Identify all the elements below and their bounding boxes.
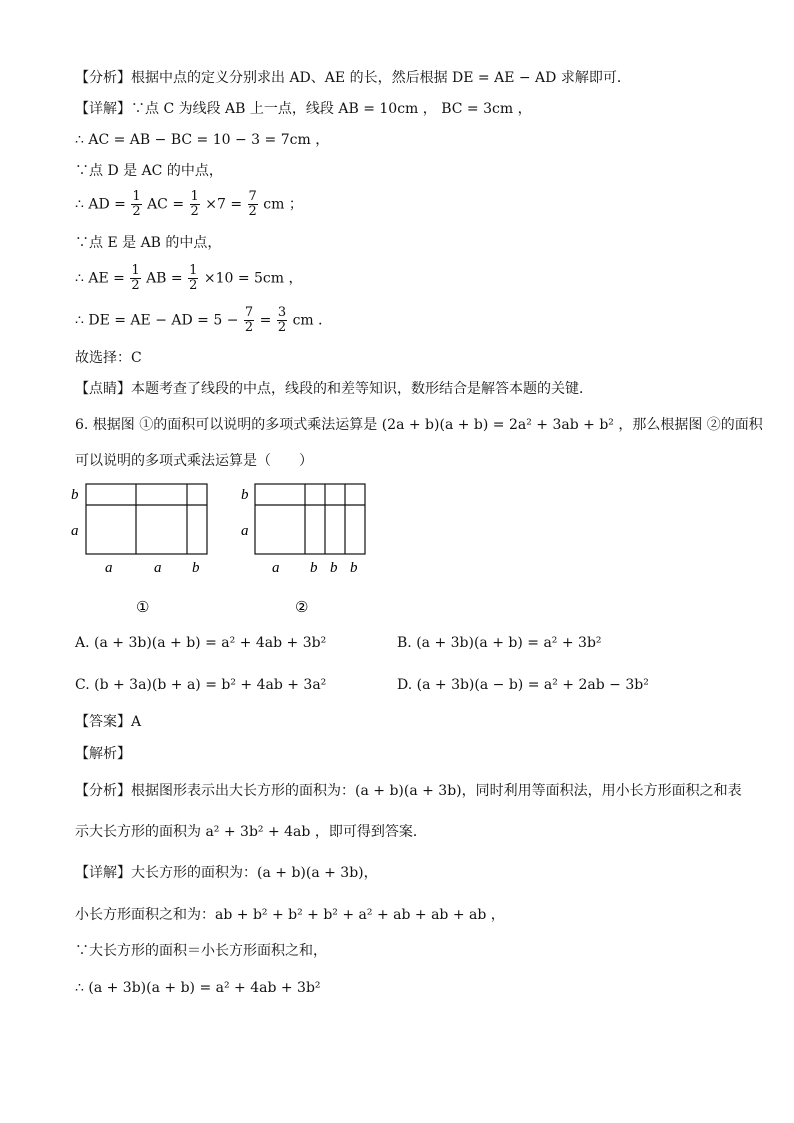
question-line-1: 6. 根据图 ①的面积可以说明的多项式乘法运算是 (2a + b)(a + b) = 2a² + 3ab + b² ，那么根据图 ②的面积 [75, 417, 763, 433]
fig1-label-b-side: b [71, 487, 79, 503]
detail-line-2: ∴ AC = AB − BC = 10 − 3 = 7cm ， [75, 132, 330, 148]
option-b: B. (a + 3b)(a + b) = a² + 3b² [397, 635, 602, 651]
question-line-2: 可以说明的多项式乘法运算是（ ） [75, 453, 313, 469]
de-eq-part-3: cm ． [292, 312, 333, 329]
ae-equation [75, 264, 303, 293]
solution-detail-3: ∵大长方形的面积＝小长方形面积之和， [75, 943, 327, 959]
fraction-half: $\frac{1}{2}$ [190, 189, 199, 219]
fraction-half: $\frac{1}{2}$ [132, 189, 141, 219]
fig2-label-b2: b [330, 560, 338, 576]
detail-line-3: ∵点 D 是 AC 的中点， [75, 163, 223, 179]
answer-line: 【答案】A [75, 714, 142, 730]
option-c: C. (b + 3a)(b + a) = b² + 4ab + 3a² [75, 677, 327, 693]
ad-eq-part-2: AC = [147, 196, 185, 213]
fig2-outer-rect [255, 484, 365, 554]
detail-line-1: 【详解】∵点 C 为线段 AB 上一点，线段 AB = 10cm ， BC = 3cm ， [75, 101, 532, 117]
solution-detail-1: 【详解】大长方形的面积为：(a + b)(a + 3b)， [75, 865, 378, 881]
solution-analysis-2: 示大长方形的面积为 a² + 3b² + 4ab ，即可得到答案． [75, 824, 427, 840]
ae-eq-part-3: ×10 = 5cm ， [203, 270, 303, 287]
fraction-seven-halves: $\frac{7}{2}$ [244, 305, 254, 335]
fig2-label-a: a [272, 560, 280, 576]
ae-eq-part-2: AB = [146, 270, 183, 287]
comment-line: 【点睛】本题考查了线段的中点，线段的和差等知识，数形结合是解答本题的关键． [75, 381, 593, 397]
ad-equation [75, 190, 303, 219]
fig2-label-b-side: b [241, 487, 249, 503]
figure-1 [65, 478, 225, 618]
ad-eq-part-4: cm ； [263, 196, 303, 213]
de-equation [75, 306, 332, 335]
fraction-three-halves: $\frac{3}{2}$ [277, 305, 287, 335]
analysis-line: 【分析】根据中点的定义分别求出 AD、AE 的长，然后根据 DE = AE − AD 求解即可． [75, 70, 631, 86]
fig2-label-a-side: a [241, 523, 249, 539]
choice-line: 故选择：C [75, 350, 142, 366]
fraction-half: $\frac{1}{2}$ [189, 263, 198, 293]
detail-line-4: ∵点 E 是 AB 的中点， [75, 235, 222, 251]
fig1-outer-rect [86, 484, 207, 554]
option-d: D. (a + 3b)(a − b) = a² + 2ab − 3b² [397, 677, 649, 693]
fig2-label-b3: b [350, 560, 358, 576]
figure-2 [235, 478, 375, 618]
ae-eq-part-1: ∴ AE = [75, 270, 125, 287]
fig1-label-a1: a [105, 560, 113, 576]
solution-detail-4: ∴ (a + 3b)(a + b) = a² + 4ab + 3b² [75, 980, 321, 996]
de-eq-part-2: = [259, 312, 272, 329]
solution-heading: 【解析】 [75, 746, 131, 762]
fraction-half: $\frac{1}{2}$ [131, 263, 140, 293]
fig1-label-a-side: a [71, 523, 79, 539]
fig1-label-a2: a [154, 560, 162, 576]
de-eq-part-1: ∴ DE = AE − AD = 5 − [75, 312, 239, 329]
solution-analysis-1: 【分析】根据图形表示出大长方形的面积为：(a + b)(a + 3b)，同时利用等面积法，用小长方形面积之和表 [75, 783, 742, 799]
fraction-seven-halves: $\frac{7}{2}$ [248, 189, 257, 219]
solution-detail-2: 小长方形面积之和为：ab + b² + b² + b² + a² + ab + ab + ab ， [75, 907, 505, 923]
option-a: A. (a + 3b)(a + b) = a² + 4ab + 3b² [75, 635, 327, 651]
ad-eq-part-1: ∴ AD = [75, 196, 126, 213]
fig1-label-b: b [192, 560, 200, 576]
ad-eq-part-3: ×7 = [205, 196, 243, 213]
fig1-caption: ① [136, 600, 150, 616]
fig2-caption: ② [295, 600, 309, 616]
fig2-label-b1: b [310, 560, 318, 576]
